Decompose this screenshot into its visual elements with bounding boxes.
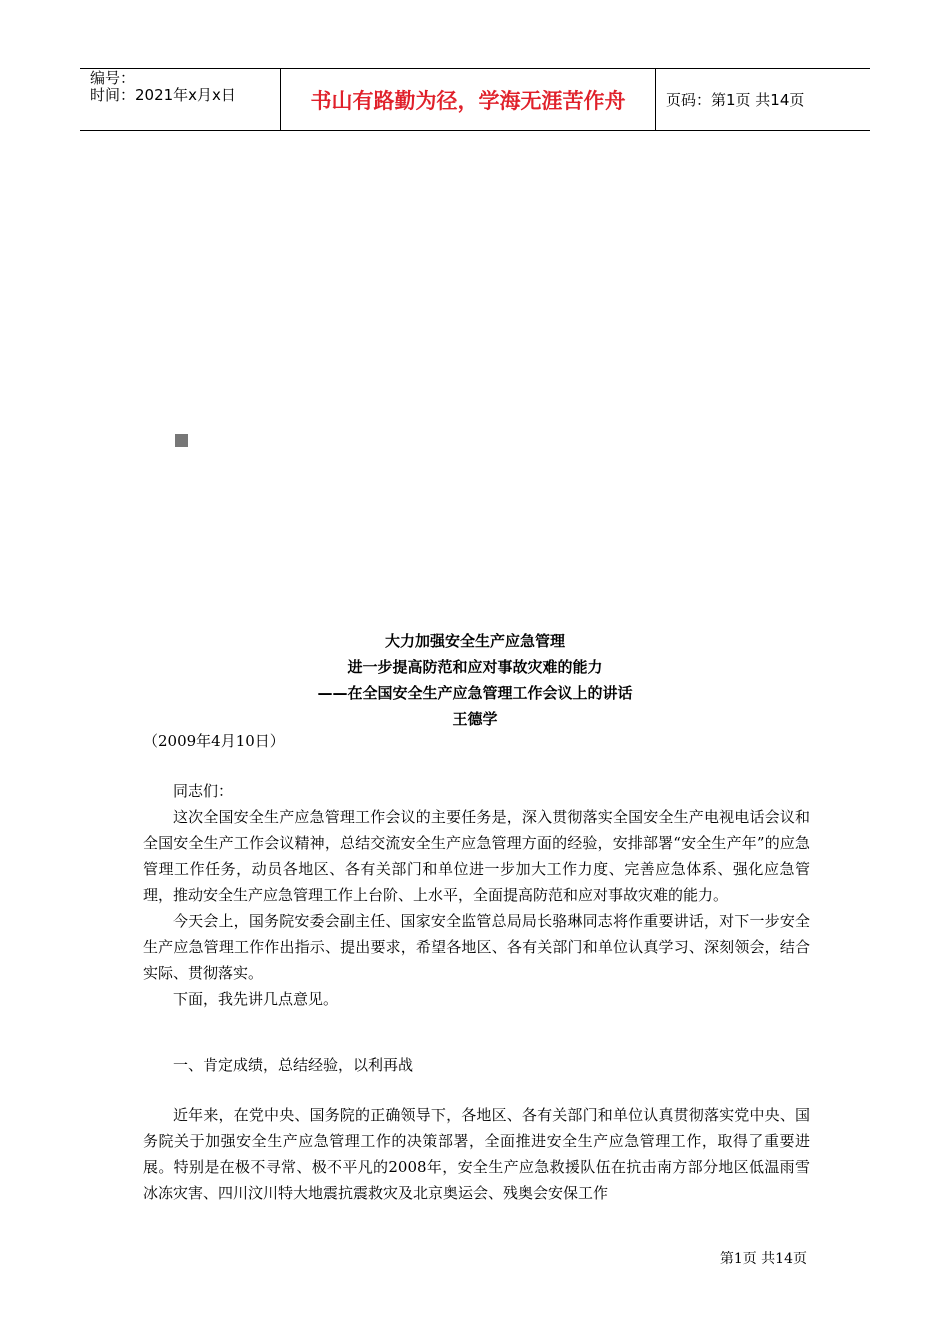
time-label: 时间：2021年x月x日 [90,86,236,104]
number-label: 编号： [90,69,136,87]
body-part-1 [143,778,810,1012]
title-line-3: ——在全国安全生产应急管理工作会议上的讲话 [317,684,633,702]
paragraph-3: 下面，我先讲几点意见。 [173,990,339,1008]
header-page-info: 页码：第1页 共14页 [666,91,805,109]
section-heading-1 [143,1052,810,1078]
page-footer: 第1页 共14页 [719,1251,807,1267]
paragraph-4: 近年来，在党中央、国务院的正确领导下，各地区、各有关部门和单位认真贯彻落实党中央、国务院关于加强安全生产应急管理工作的决策部署，全面推进安全生产应急管理工作，取得了重要进展。特别是在极不寻常、极不平凡的2008年，安全生产应急救援队伍在抗击南方部分地区低温雨雪冰冻灾害、四川汶川特大地震抗震救灾及北京奥运会、残奥会安保工作 [143,1106,810,1202]
title-line-1: 大力加强安全生产应急管理 [384,632,565,650]
document-header [80,68,870,131]
square-bullet-icon [175,434,188,447]
speech-title [140,628,810,732]
speech-date: （2009年4月10日） [143,732,285,750]
section-1-title: 一、肯定成绩，总结经验，以利再战 [173,1056,414,1074]
paragraph-2: 今天会上，国务院安委会副主任、国家安全监管总局局长骆琳同志将作重要讲话，对下一步安全生产应急管理工作作出指示、提出要求，希望各地区、各有关部门和单位认真学习、深刻领会，结合实际、贯彻落实。 [143,912,810,982]
author: 王德学 [452,710,498,728]
greeting: 同志们： [173,782,234,800]
paragraph-1: 这次全国安全生产应急管理工作会议的主要任务是，深入贯彻落实全国安全生产电视电话会议和全国安全生产工作会议精神，总结交流安全生产应急管理方面的经验，安排部署“安全生产年”的应急管理工作任务，动员各地区、各有关部门和单位进一步加大工作力度、完善应急体系、强化应急管理，推动安全生产应急管理工作上台阶、上水平，全面提高防范和应对事故灾难的能力。 [143,808,810,904]
header-motto: 书山有路勤为径，学海无涯苦作舟 [281,69,656,130]
body-part-2 [143,1102,810,1206]
header-meta [80,69,281,130]
title-line-2: 进一步提高防范和应对事故灾难的能力 [347,658,603,676]
